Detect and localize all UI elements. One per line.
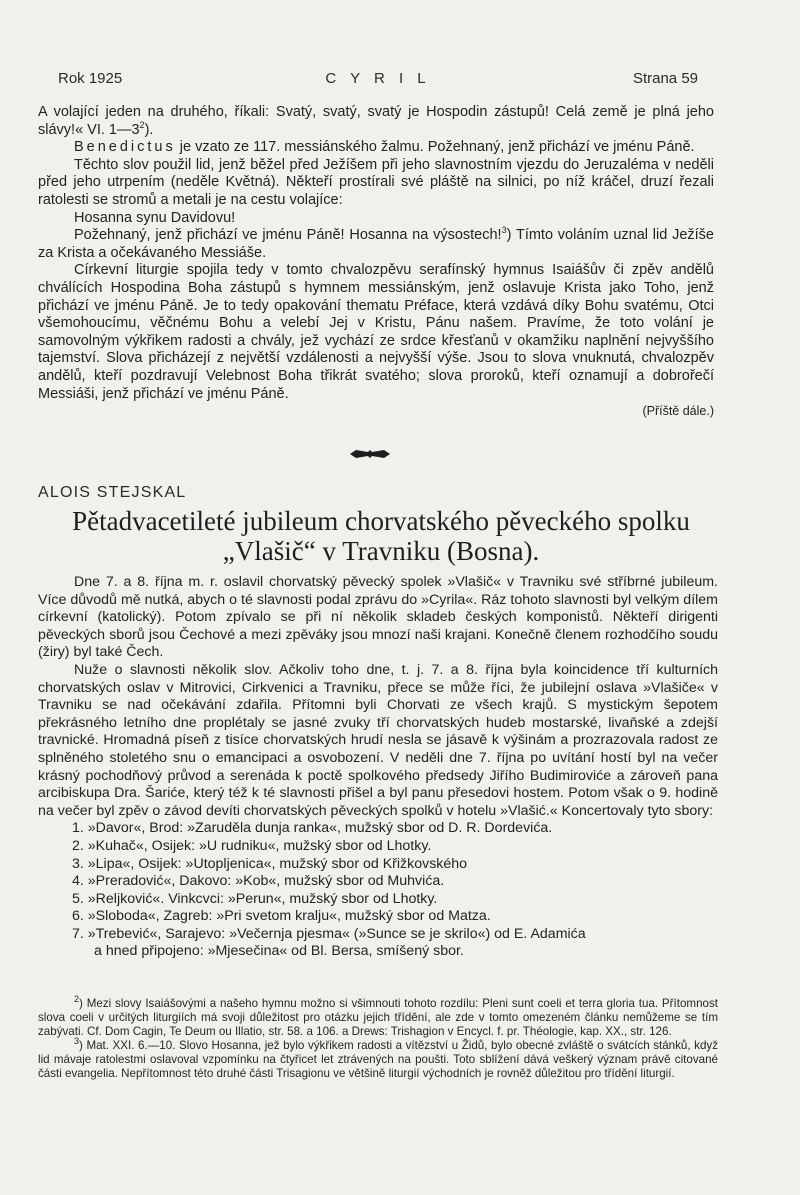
ornament-divider-icon — [348, 448, 392, 460]
paragraph: Církevní liturgie spojila tedy v tomto chvalozpěvu serafínský hymnus Isaiášův či zpěv andělů chválících Hospodina Boha zástupů s hymnem messiánským, jenž oslavuje Krista jako Toho, jenž přichází ve jménu Páně. Je to tedy opakování thematu Préface, která vzdává díky Bohu svatému, Otci všemohoucímu, věčnému Bohu a velebí Jej v Kristu, Pánu našem. Pravíme, že toto volání je samovolným výkřikem radosti a chvály, jež vychází ze srdce křesťanů v okamžiku naplnění nejvyššího tajemství. Slova přicházejí z největší vzdálenosti a nejvyšší výše. Jsou to slova vnuknutá, chvalozpěv andělů, kteří pozdravují Velebnost Boha třikrát svatého; slova proroků, kteří oznamují a dobrořečí Messiáši, jenž přichází ve jménu Páně. — [38, 262, 714, 402]
list-item: 3. »Lipa«, Osijek: »Utopljenica«, mužský sbor od Křižkovského — [72, 855, 468, 872]
list-item: 4. »Preradović«, Dakovo: »Kob«, mužský sbor od Muhvića. — [72, 873, 445, 890]
verse-line: Hosanna synu Davidovu! — [74, 209, 236, 226]
paragraph: Těchto slov použil lid, jenž běžel před Ježíšem při jeho slavnostním vjezdu do Jeruzaléma v neděli před jeho utrpením (neděle Květná). Někteří prostírali své pláště na silnici, po níž kráčel, druzí řezali ratolesti se stromů a metali je na cestu volajíce: — [38, 156, 714, 208]
paragraph-benedictus: Benedictus je vzato ze 117. messiánského žalmu. Požehnaný, jenž přichází ve jménu Páně. — [74, 139, 695, 156]
article-title-line: „Vlašič“ v Travniku (Bosna). — [222, 536, 540, 566]
continued-article-text — [38, 104, 714, 421]
verse-line: Požehnaný, jenž přichází ve jménu Páně! Hosanna na výsostech!$^3$) Tímto voláním uznal lid Ježíše za Krista a očekávaného Messiáše. — [38, 225, 714, 261]
paragraph: Nuže o slavnosti několik slov. Ačkoliv toho dne, t. j. 7. a 8. října byla koincidence tří kulturních chorvatských oslav v Mitrovici, Cirkvenici a Travniku, přece se může říci, že jubilejní oslava »Vlašiče« v Travniku se nad očekávání zdařila. Přítomni byli Chorvati ze všech krajů. S mystickým šepotem překrásného letního dne proplétaly se jasné zvuky tří chorvatských hudeb mostarské, livaňské a zdejší travnické. Hromadná píseň z tisíce chorvatských hrudí nesla se jásavě k výšinám a prozrazovala radost ze splněného stoletého snu o emancipaci a osvobození. V neděli dne 7. října po uvítání hostí byl na večer krásný pochodňový průvod a serenáda k poctě spolkového předsedy Jiřího Budimiroviće a zároveň pana arcibiskupa Dra. Šariće, který též k té slavnosti přišel a byl panu přesedovi hostem. Potom však o 9. hodině na večer byl zpěv o závod devíti chorvatských pěveckých spolků v hotelu »Vlašić.« Koncertovaly tyto sbory: — [38, 661, 718, 819]
header-journal-name: C Y R I L — [325, 70, 431, 87]
list-item: 7. »Trebević«, Sarajevo: »Večernja pjesma« (»Sunce se je skrilo«) od E. Adamića — [72, 925, 586, 942]
paragraph: Dne 7. a 8. října m. r. oslavil chorvatský pěvecký spolek »Vlašič« v Travniku své stříbrné jubileum. Více důvodů mě nutká, abych o té slavnosti podal zprávu do »Cyrila«. Ráz tohoto slavnosti byl velkým dílem církevní (katolický). Potom zpívalo se při ní několik skladeb českých komponistů. Někteří dirigenti pěveckých sborů jsou Čechové a mezi zpěváky jsou mnozí naši krajani. Konečně členem rozhodčího soudu (žiry) byl také Čech. — [38, 574, 718, 661]
paragraph: A volající jeden na druhého, říkali: Svatý, svatý, svatý je Hospodin zástupů! Celá země je plná jeho slávy!« VI. $1—3^2$). — [38, 104, 714, 138]
choir-list — [38, 820, 718, 961]
footnotes — [38, 994, 718, 1080]
article-title — [36, 506, 726, 566]
article-body — [38, 574, 718, 961]
to-be-continued-note: (Příště dále.) — [642, 404, 714, 419]
article-author: ALOIS STEJSKAL — [38, 484, 187, 501]
list-item: 1. »Davor«, Brod: »Zaruděla dunja ranka«, mužský sbor od D. R. Dordevića. — [72, 820, 553, 837]
header-page-number: Strana 59 — [632, 70, 698, 87]
footnote: $^2$) Mezi slovy Isaiášovými a našeho hymnu možno si všimnouti tohoto rozdílu: Pleni sunt coeli et terra gloria tua. Přítomnost slova coeli v určitých liturgiích má svoji důležitost pro otázku jejich třídění, ale zde v tomto omezeném článku nemůžeme se tím zabývati. Cf. Dom Cagin, Te Deum ou Illatio, str. 58. a 106. a Drews: Trishagion v Encycl. f. pr. Théologie, kap. XX., str. 126. — [38, 994, 718, 1038]
list-item: 2. »Kuhač«, Osijek: »U rudniku«, mužský sbor od Lhotky. — [72, 837, 432, 854]
footnote: $^3$) Mat. XXI. 6.—10. Slovo Hosanna, jež bylo výkřikem radosti a vítězství u Židů, bylo obecné zvláště o svátcích stánků, když lid mávaje ratolestmi oslavoval vzpomínku na čtyřicet let ztrávených na poušti. Toto sblížení dává veškerý význam právě citované části evangelia. Nepřítomnost této druhé části Trisagionu ve většině liturgií východních je rovněž důležitou pro třídění liturgií. — [38, 1035, 718, 1080]
list-item-continuation: a hned připojeno: »Mjesečina« od Bl. Bersa, smíšený sbor. — [94, 943, 464, 960]
header-year: Rok 1925 — [58, 70, 123, 87]
article-title-line: Pětadvacetileté jubileum chorvatského pěveckého spolku — [72, 506, 690, 536]
list-item: 6. »Sloboda«, Zagreb: »Pri svetom kralju«, mužský sbor od Matza. — [72, 908, 491, 925]
list-item: 5. »Reljković«. Vinkcvci: »Perun«, mužský sbor od Lhotky. — [72, 890, 438, 907]
